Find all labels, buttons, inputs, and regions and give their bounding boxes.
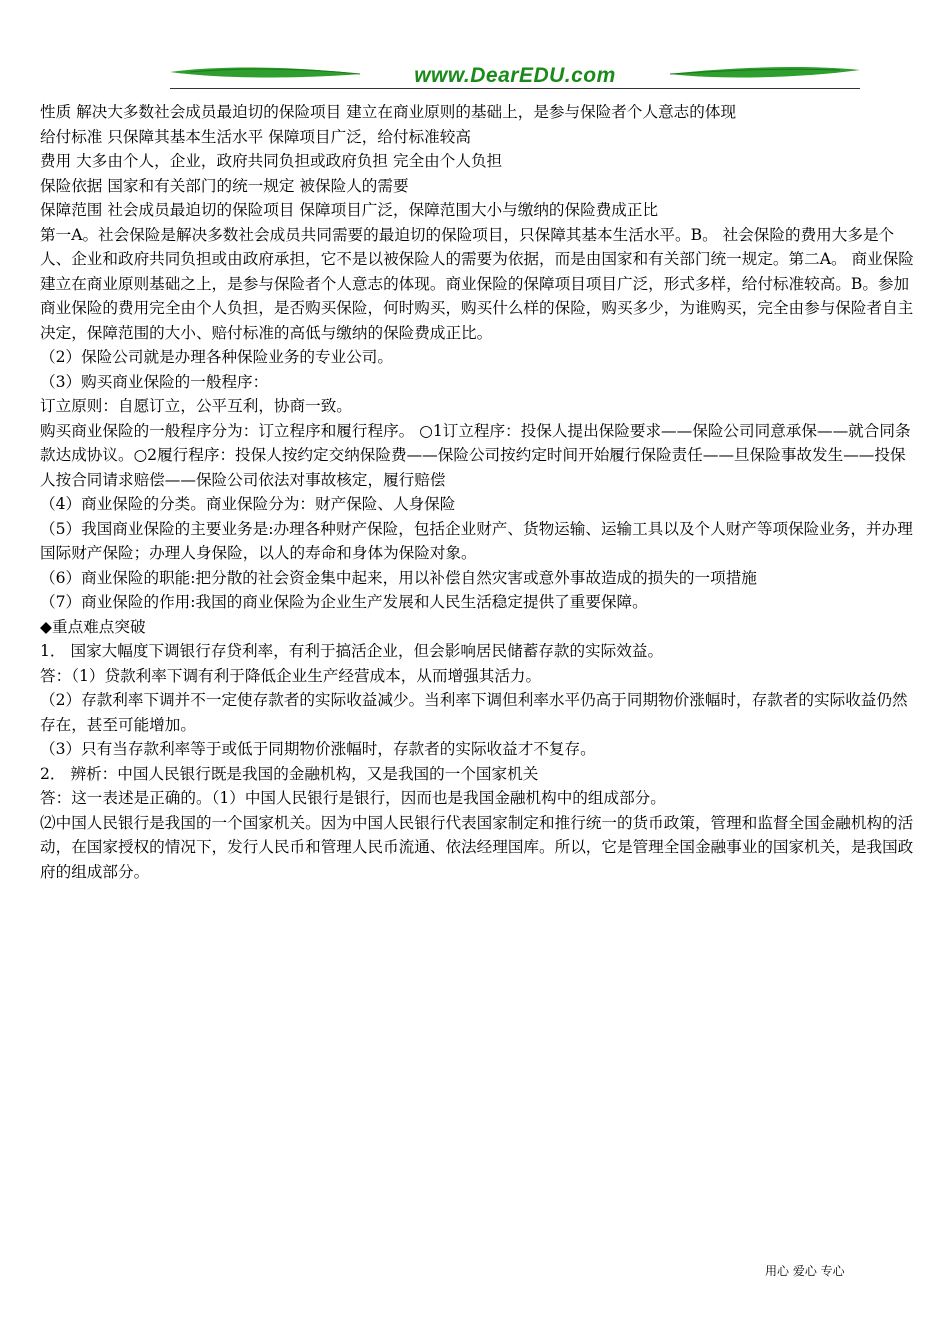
footer-slogan: 用心 爱心 专心 bbox=[765, 1264, 845, 1278]
text-line: （3）购买商业保险的一般程序： bbox=[40, 372, 269, 391]
text-paragraph: ⑵中国人民银行是我国的一个国家机关。因为中国人民银行代表国家制定和推行统一的货币政策，管理和监督全国金融机构的活动，在国家授权的情况下，发行人民币和管理人民币流通、依法经理国库。所以，它是管理全国金融事业的国家机关，是我国政府的组成部分。 bbox=[40, 813, 914, 881]
text-line: （6）商业保险的职能:把分散的社会资金集中起来，用以补偿自然灾害或意外事故造成的损失的一项措施 bbox=[40, 568, 757, 587]
document-body bbox=[40, 100, 915, 884]
text-line: 答：这一表述是正确的。（1）中国人民银行是银行，因而也是我国金融机构中的组成部分。 bbox=[40, 789, 666, 807]
text-line: 给付标准 只保障其基本生活水平 保障项目广泛，给付标准较高 bbox=[40, 127, 471, 146]
text-line: 2． 辨析：中国人民银行既是我国的金融机构，又是我国的一个国家机关 bbox=[40, 764, 539, 783]
text-paragraph: （5）我国商业保险的主要业务是:办理各种财产保险，包括企业财产、货物运输、运输工具以及个人财产等项保险业务，并办理国际财产保险；办理人身保险，以人的寿命和身体为保险对象。 bbox=[40, 519, 913, 562]
section-heading: ◆重点难点突破 bbox=[40, 617, 146, 636]
header-rule bbox=[170, 88, 860, 89]
text-line: （7）商业保险的作用:我国的商业保险为企业生产发展和人民生活稳定提供了重要保障。 bbox=[40, 593, 648, 611]
text-paragraph: 购买商业保险的一般程序分为：订立程序和履行程序。 ○1订立程序：投保人提出保险要求——保险公司同意承保——就合同条款达成协议。○2履行程序：投保人按约定交纳保险费——保险公司按约定时间开始履行保险责任——旦保险事故发生——投保人按合同请求赔偿——保险公司依法对事故核定，履行赔偿 bbox=[40, 421, 911, 489]
text-line: 答：（1）贷款利率下调有利于降低企业生产经营成本，从而增强其活力。 bbox=[40, 666, 542, 685]
text-line: （2）保险公司就是办理各种保险业务的专业公司。 bbox=[40, 348, 393, 366]
text-line: 保险依据 国家和有关部门的统一规定 被保险人的需要 bbox=[40, 176, 409, 195]
text-paragraph: 第一A。社会保险是解决多数社会成员共同需要的最迫切的保险项目，只保障其基本生活水平。B。 社会保险的费用大多是个人、企业和政府共同负担或由政府承担，它不是以被保险人的需要为依据，而是由国家和有关部门统一规定。第二A。 商业保险建立在商业原则基础之上，是参与保险者个人意志的体现。商业保险的保障项目项目广泛，形式多样，给付标准较高。B。参加商业保险的费用完全由个人负担，是否购买保险，何时购买，购买什么样的保险，购买多少，为谁购买，完全由参与保险者自主决定，保障范围的大小、赔付标准的高低与缴纳的保险费成正比。 bbox=[40, 225, 914, 342]
text-line: 1． 国家大幅度下调银行存贷利率，有利于搞活企业，但会影响居民储蓄存款的实际效益。 bbox=[40, 642, 664, 660]
text-line: 保障范围 社会成员最迫切的保险项目 保障项目广泛，保障范围大小与缴纳的保险费成正比 bbox=[40, 201, 659, 219]
site-header bbox=[170, 60, 860, 90]
text-paragraph: （2）存款利率下调并不一定使存款者的实际收益减少。当利率下调但利率水平仍高于同期物价涨幅时，存款者的实际收益仍然存在，甚至可能增加。 bbox=[40, 691, 908, 734]
site-logo-text: www.DearEDU.com bbox=[414, 64, 616, 87]
text-line: （4）商业保险的分类。商业保险分为：财产保险、人身保险 bbox=[40, 495, 456, 513]
text-line: 费用 大多由个人，企业，政府共同负担或政府负担 完全由个人负担 bbox=[40, 152, 503, 170]
text-line: （3）只有当存款利率等于或低于同期物价涨幅时，存款者的实际收益才不复存。 bbox=[40, 740, 596, 758]
text-line: 订立原则：自愿订立，公平互利，协商一致。 bbox=[40, 397, 352, 415]
text-line: 性质 解决大多数社会成员最迫切的保险项目 建立在商业原则的基础上，是参与保险者个人意志的体现 bbox=[40, 103, 737, 121]
